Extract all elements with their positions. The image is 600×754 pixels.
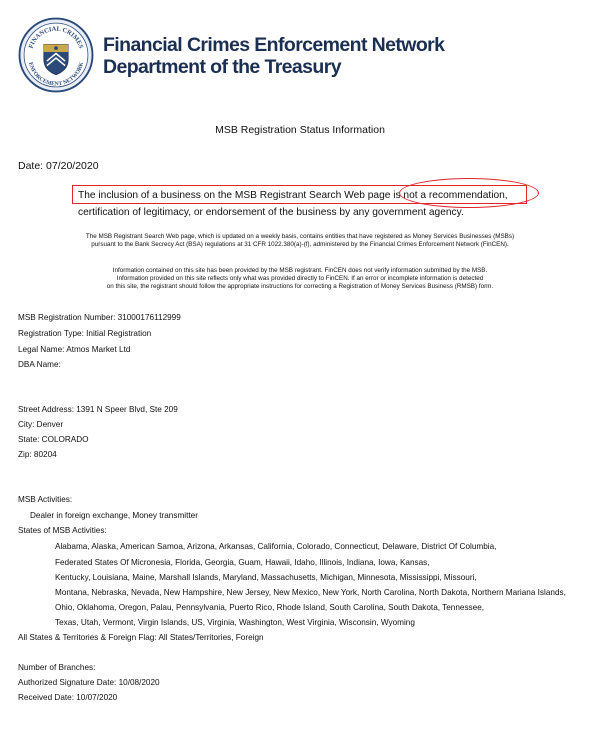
state: State: COLORADO (18, 435, 89, 444)
treasury-seal-icon (18, 17, 94, 93)
fine-print-weekly (0, 233, 600, 249)
states-line: Alabama, Alaska, American Samoa, Arizona, Arkansas, California, Colorado, Connecticut, Delaware, District Of Columbia, (55, 542, 497, 551)
states-label: States of MSB Activities: (18, 526, 107, 535)
states-line: Texas, Utah, Vermont, Virgin Islands, US, Virginia, Washington, West Virginia, Wisconsin, Wyoming (55, 618, 415, 627)
department-name: Department of the Treasury (103, 56, 341, 78)
fine-print-line: Information contained on this site has been provided by the MSB registrant. FinCEN does not verify information submitted by the MSB. (112, 267, 488, 274)
notice-line-1: The inclusion of a business on the MSB Registrant Search Web page is not a recommendation, (78, 190, 508, 201)
registration-number: MSB Registration Number: 31000176112999 (18, 313, 181, 322)
fine-print-line: on this site, the registrant should follow the appropriate instructions for correcting a Registration of Money Services Business (RMSB) form. (106, 283, 494, 290)
states-line: Federated States Of Micronesia, Florida, Georgia, Guam, Hawaii, Idaho, Illinois, Indiana, Iowa, Kansas, (55, 558, 430, 567)
agency-name: Financial Crimes Enforcement Network (103, 34, 445, 56)
seal-bottom-text: ENFORCEMENT NETWORK (27, 61, 86, 88)
legal-name: Legal Name: Atmos Market Ltd (18, 345, 131, 354)
msb-activities-label: MSB Activities: (18, 495, 73, 504)
notice-line-2: certification of legitimacy, or endorsement of the business by any government agency. (78, 207, 464, 218)
zip: Zip: 80204 (18, 450, 57, 459)
registration-type: Registration Type: Initial Registration (18, 329, 152, 338)
date-line: Date: 07/20/2020 (18, 160, 99, 172)
street-address: Street Address: 1391 N Speer Blvd, Ste 209 (18, 405, 178, 414)
fine-print-disclaimer (0, 267, 600, 291)
document-title: MSB Registration Status Information (215, 124, 385, 136)
states-line: Montana, Nebraska, Nevada, New Hampshire, New Jersey, New Mexico, New York, North Carolina, North Dakota, Northern Mariana Islands, (55, 588, 566, 597)
fine-print-line: Information provided on this site reflects only what was provided directly to FinCEN. If an error or incomplete information is detected (116, 275, 484, 282)
msb-activities-value: Dealer in foreign exchange, Money transmitter (30, 511, 198, 520)
states-line: Kentucky, Louisiana, Maine, Marshall Islands, Maryland, Massachusetts, Michigan, Minnesota, Mississippi, Missouri, (55, 573, 477, 582)
states-line: Ohio, Oklahoma, Oregon, Palau, Pennsylvania, Puerto Rico, Rhode Island, South Carolina, South Dakota, Tennessee, (55, 603, 485, 612)
seal-top-text: FINANCIAL CRIMES (27, 25, 85, 50)
highlight-oval (399, 178, 539, 208)
fine-print-line: The MSB Registrant Search Web page, which is updated on a weekly basis, contains entities that have registered as Money Services Businesses (MSBs) (85, 233, 515, 240)
dba-name: DBA Name: (18, 360, 61, 369)
all-states-flag: All States & Territories & Foreign Flag: All States/Territories, Foreign (18, 633, 264, 642)
fine-print-line: pursuant to the Bank Secrecy Act (BSA) regulations at 31 CFR 1022.380(a)-(f), administered by the Financial Crimes Enforcement Network (FinCEN). (91, 241, 509, 248)
authorized-signature-date: Authorized Signature Date: 10/08/2020 (18, 678, 160, 687)
number-of-branches: Number of Branches: (18, 663, 96, 672)
received-date: Received Date: 10/07/2020 (18, 693, 118, 702)
city: City: Denver (18, 420, 64, 429)
